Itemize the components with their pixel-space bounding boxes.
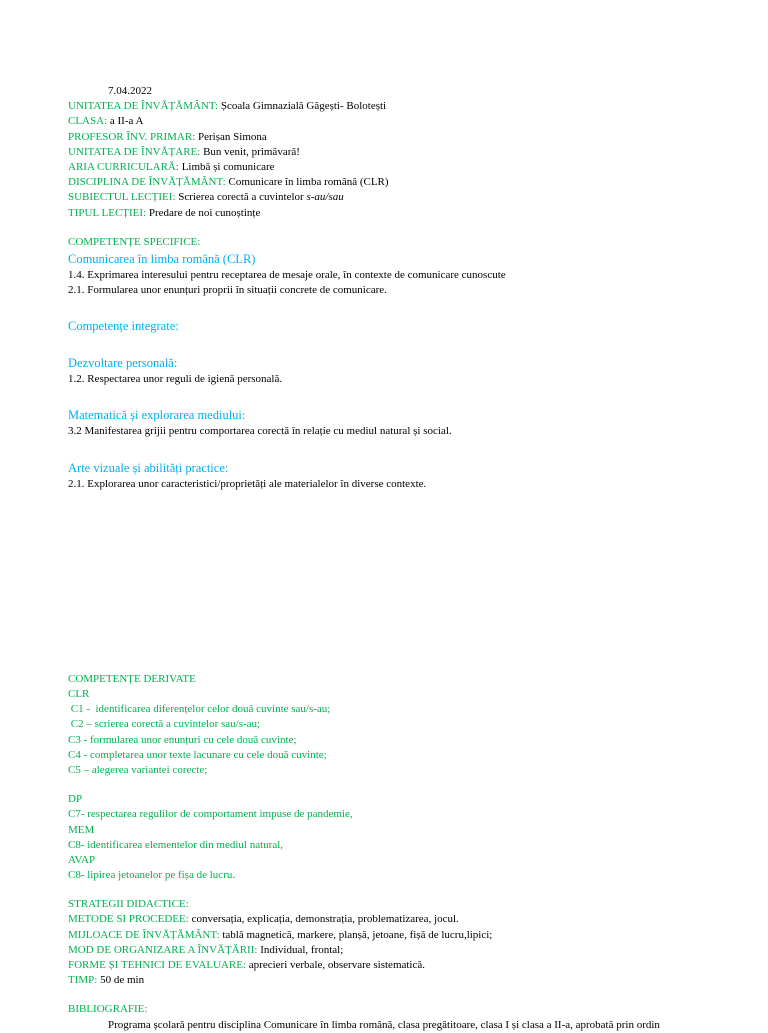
field-label: UNITATEA DE ÎNVĂȚĂMÂNT: <box>68 100 219 113</box>
spacer <box>68 440 758 459</box>
strategy-value: conversația, explicația, demonstrația, problematizarea, jocul. <box>191 913 459 926</box>
field-lesson-subject <box>68 190 758 205</box>
derived-clr-item: C5 – alegerea variantei corecte; <box>68 763 208 776</box>
field-label: SUBIECTUL LECȚIEI: <box>68 191 176 204</box>
derived-clr-item: C2 – scrierea corectă a cuvintelor sau/s-au; <box>68 718 261 731</box>
field-value: Limbă și comunicare <box>181 160 275 173</box>
mem-item: 3.2 Manifestarea grijii pentru comportarea corectă în relație cu mediul natural și social. <box>68 425 452 438</box>
field-curricular-area <box>68 160 758 175</box>
strategy-value: tablă magnetică, markere, planșă, jetoane, fișă de lucru,lipici; <box>222 928 493 941</box>
lesson-plan-document <box>68 84 758 1033</box>
spacer <box>68 778 758 792</box>
spacer <box>68 221 758 235</box>
strategy-means <box>68 928 758 943</box>
derived-dp-label: DP <box>68 793 83 806</box>
field-value: Școala Gimnazială Găgești- Bolotești <box>220 100 387 113</box>
field-value: Bun venit, primăvară! <box>203 145 300 158</box>
strategies-title: STRATEGII DIDACTICE: <box>68 898 189 911</box>
field-discipline <box>68 175 758 190</box>
clr-heading: Comunicarea în limba română (CLR) <box>68 251 256 266</box>
field-value: Comunicare în limba română (CLR) <box>228 176 389 189</box>
strategy-value: 50 de min <box>100 974 145 987</box>
derived-clr-item: C4 - completarea unor texte lacunare cu cele două cuvinte; <box>68 748 327 761</box>
strategy-label: METODE SI PROCEDEE: <box>68 913 189 926</box>
strategy-methods <box>68 912 758 927</box>
strategy-label: FORME ȘI TEHNICI DE EVALUARE: <box>68 959 247 971</box>
strategy-value: aprecieri verbale, observare sistematică. <box>248 959 426 971</box>
field-value: Perișan Simona <box>198 130 267 143</box>
field-value: Scrierea corectă a cuvintelor <box>178 191 304 204</box>
field-school <box>68 99 758 114</box>
avap-item: 2.1. Explorarea unor caracteristici/proprietăți ale materialelor în diverse contexte. <box>68 477 427 490</box>
spacer <box>68 988 758 1002</box>
derived-dp-item: C7- respectarea regulilor de comportament impuse de pandemie, <box>68 808 353 821</box>
field-teacher <box>68 130 758 145</box>
strategy-label: TIMP: <box>68 974 98 987</box>
bibliography-title: BIBLIOGRAFIE: <box>68 1003 148 1016</box>
field-label: ARIA CURRICULARĂ: <box>68 160 179 173</box>
field-lesson-type <box>68 206 758 221</box>
integrated-competences-heading: Competențe integrate: <box>68 319 179 334</box>
spacer <box>68 335 758 354</box>
derived-clr-label: CLR <box>68 688 90 700</box>
spacer <box>68 387 758 406</box>
derived-competences-title: COMPETENȚE DERIVATE <box>68 672 196 685</box>
strategy-evaluation <box>68 958 758 973</box>
derived-mem-label: MEM <box>68 823 95 836</box>
field-label: UNITATEA DE ÎNVĂȚARE: <box>68 145 201 158</box>
strategy-time <box>68 973 758 988</box>
avap-heading: Arte vizuale și abilități practice: <box>68 460 229 475</box>
dp-item: 1.2. Respectarea unor reguli de igienă personală. <box>68 373 283 386</box>
field-label: TIPUL LECȚIEI: <box>68 206 147 219</box>
derived-clr-item: C3 - formularea unor enunțuri cu cele două cuvinte; <box>68 733 297 746</box>
spacer <box>68 883 758 897</box>
specific-competences-title: COMPETENȚE SPECIFICE: <box>68 235 201 248</box>
field-label: CLASA: <box>68 115 108 128</box>
field-label: DISCIPLINA DE ÎNVĂȚĂMÂNT: <box>68 176 226 189</box>
strategy-label: MIJLOACE DE ÎNVĂȚĂMÂNT: <box>68 928 220 941</box>
strategy-label: MOD DE ORGANIZARE A ÎNVĂȚĂRII: <box>68 943 258 956</box>
field-value-italic: s-au/sau <box>306 191 344 204</box>
field-label: PROFESOR ÎNV. PRIMAR: <box>68 130 196 143</box>
clr-item: 1.4. Exprimarea interesului pentru receptarea de mesaje orale, în contexte de comunicare cunoscute <box>68 268 506 281</box>
dp-heading: Dezvoltare personală: <box>68 356 178 371</box>
derived-avap-item: C8- lipirea jetoanelor pe fișa de lucru. <box>68 869 236 882</box>
spacer <box>68 298 758 317</box>
strategy-organization <box>68 943 758 958</box>
clr-item: 2.1. Formularea unor enunțuri proprii în situații concrete de comunicare. <box>68 284 387 297</box>
strategy-value: Individual, frontal; <box>260 943 344 956</box>
bibliography-item: Programa școlară pentru disciplina Comunicare în limba română, clasa pregătitoare, clasa I și clasa a II-a, aprobată prin ordin <box>108 1018 660 1031</box>
mem-heading: Matematică și explorarea mediului: <box>68 408 246 423</box>
field-learning-unit <box>68 145 758 160</box>
field-value: Predare de noi cunoștințe <box>148 206 261 219</box>
field-class <box>68 114 758 129</box>
field-value: a II-a A <box>109 115 144 128</box>
derived-mem-item: C8- identificarea elementelor din mediul natural, <box>68 838 284 851</box>
derived-avap-label: AVAP <box>68 853 96 866</box>
spacer <box>68 492 758 672</box>
lesson-date: 7.04.2022 <box>108 85 152 97</box>
derived-clr-item: C1 - identificarea diferențelor celor două cuvinte sau/s-au; <box>68 703 331 716</box>
